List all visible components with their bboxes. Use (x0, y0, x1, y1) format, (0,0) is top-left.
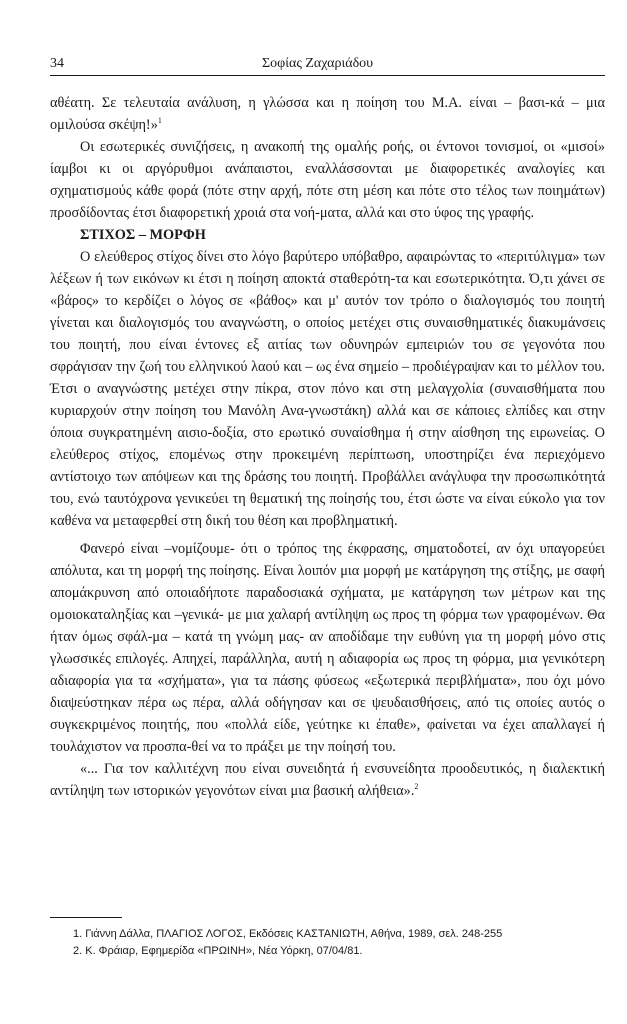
footnote-ref: 2 (414, 782, 419, 792)
footnote: 1. Γιάννη Δάλλα, ΠΛΑΓΙΟΣ ΛΟΓΟΣ, Εκδόσεις ΚΑΣΤΑΝΙΩΤΗ, Αθήνα, 1989, σελ. 248-255 (73, 928, 503, 940)
body-text (50, 92, 605, 802)
paragraph-text: αθέατη. Σε τελευταία ανάλυση, η γλώσσα και η ποίηση του Μ.Α. είναι – βασι-κά – μια ομιλούσα σκέψη!» (50, 95, 605, 133)
footnote: 2. Κ. Φράιαρ, Εφημερίδα «ΠΡΩΙΝΗ», Νέα Υόρκη, 07/04/81. (73, 945, 363, 957)
quote-paragraph (50, 758, 605, 802)
section-heading: ΣΤΙΧΟΣ – ΜΟΡΦΗ (80, 227, 206, 243)
footnotes (73, 926, 593, 960)
paragraph: Ο ελεύθερος στίχος δίνει στο λόγο βαρύτερο υπόβαθρο, αφαιρώντας το «περιτύλιγμα» των λέξεων ή των εικόνων κι έτσι η ποίηση αποκτά σταθερότη-τα και εσωτερικότητα. Ό,τι χάνει σε «βάρος» το κερδίζει ο λόγος σε «βάθος» και μ' αυτόν τον τρόπο ο διαλογισμός του ποιητή γίνεται και διαλογισμός του αναγνώστη, ο οποίος μετέχει στις συναισθηματικές διακυμάνσεις του ποιητή, που είναι έντονες εξ αιτίας των οδυνηρών εμπειριών του σε γεγονότα που σφράγισαν την ζωή του ελληνικού λαού και – ως ένα σημείο – προδιέγραψαν και το μέλλον του. Έτσι ο αναγνώστης μετέχει στην πίκρα, στον πόνο και στη μελαγχολία (συναισθήματα που κυριαρχούν στην ποίηση του Μανόλη Ανα-γνωστάκη) αλλά και σε κάποιες ελπίδες και στην όποια συγκρατημένη αισιο-δοξία, στο ερωτικό συναίσθημα ή στην αίσθηση της ειρωνείας. Ο ελεύθερος στίχος, επομένως στην προκειμένη περίπτωση, υποστηρίζει ένα περιεχόμενο αντίστοιχο των απόψεων και της δράσης του ποιητή. Προβάλλει ανάγλυφα την προσωπικότητά του, ενώ ταυτόχρονα γενικεύει τη θεματική της ποίησής του, έτσι ώστε να είναι εύκολο για τον καθένα να μεταφερθεί στη δική του θέση και προβληματική. (50, 249, 605, 529)
footnote-divider (50, 917, 122, 918)
page-number: 34 (50, 56, 64, 71)
paragraph: Οι εσωτερικές συνιζήσεις, η ανακοπή της ομαλής ροής, οι έντονοι τονισμοί, οι «μισοί» ίαμβοι κι οι αργόρυθμοι ανάπαιστοι, εναλλάσσονται με διαφορετικές αναλογίες και σχηματισμούς κάθε φορά (πότε στην αρχή, πότε στη μέση και πότε στο τέλος των ποιημάτων) προσδίδοντας έτσι διαφορετική χροιά στα νοή-ματα, αλλά και στο ύφος της γραφής. (50, 139, 605, 221)
footnote-ref: 1 (157, 116, 162, 126)
paragraph-text: «... Για τον καλλιτέχνη που είναι συνειδητά ή ενσυνείδητα προοδευτικός, η διαλεκτική αντίληψη των ιστορικών γεγονότων είναι μια βασική αλήθεια». (50, 761, 605, 799)
page-header (50, 56, 605, 76)
paragraph-continued (50, 92, 605, 136)
running-head-author: Σοφίας Ζαχαριάδου (262, 56, 374, 71)
paragraph: Φανερό είναι –νομίζουμε- ότι ο τρόπος της έκφρασης, σηματοδοτεί, αν όχι υπαγορεύει απόλυτα, και τη μορφή της ποίησης. Είναι λοιπόν μια μορφή με κατάργηση της στίξης, με σαφή απομάκρυνση από οποιαδήποτε παραδοσιακά σχήματα, με κατάργηση των μέτρων και της ομοιοκαταληξίας και –γενικά- με μια χαλαρή αντίληψη ως προς τη φόρμα των γραφομένων. Θα ήταν όμως σφάλ-μα – κατά τη γνώμη μας- αν αποδίδαμε την ευθύνη για τη μορφή μόνο στις γλωσσικές επιλογές. Απηχεί, παράλληλα, αυτή η αδιαφορία ως προς τη φόρμα, μια γενικότερη αδιαφορία για τα «σχήματα», για τα πάσης φύσεως «εξωτερικά περιβλήματα», που όχι μόνο διαψεύστηκαν πέρα ως πέρα, αλλά οδήγησαν και σε ψευδαισθήσεις, από τις οποίες αυτός ο συγκεκριμένος ποιητής, που «πολλά είδε, γεύτηκε κι έπαθε», φαίνεται να έχει απαλλαγεί ή τουλάχιστον να προσπα-θεί να το πράξει με την ποίησή του. (50, 541, 605, 755)
